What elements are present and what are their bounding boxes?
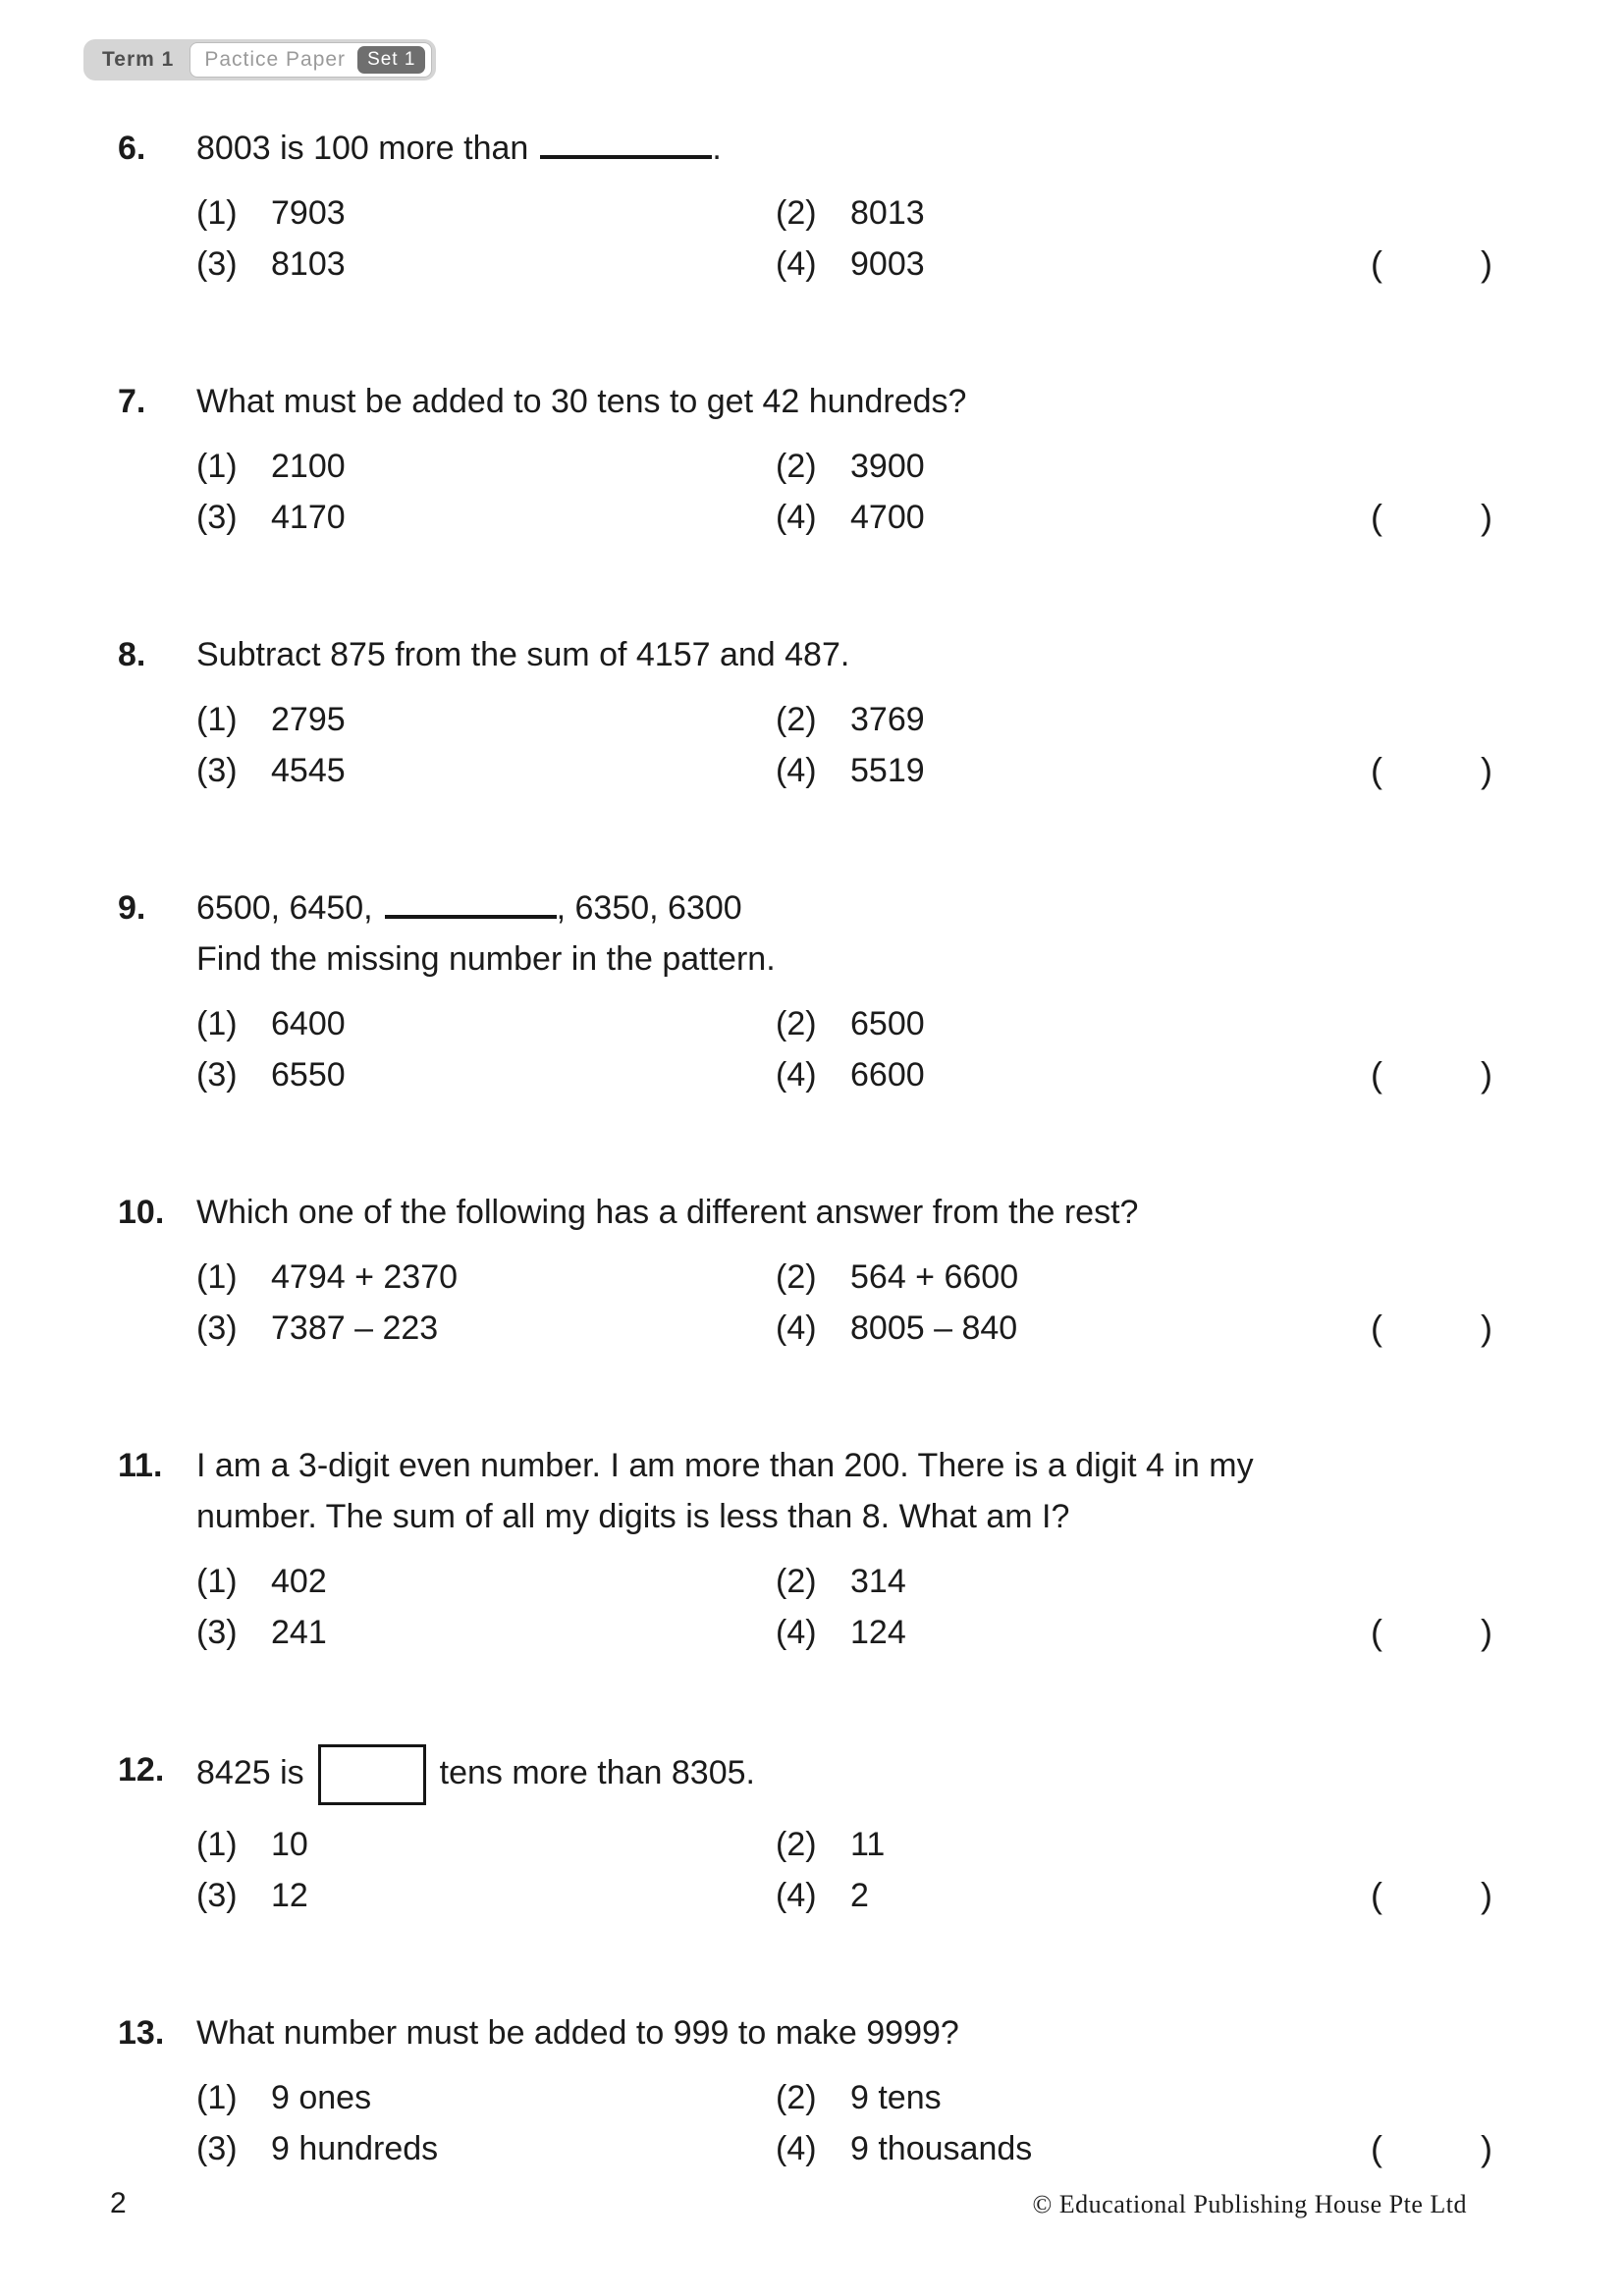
prompt-text: 8003 is 100 more than	[196, 130, 529, 167]
option-row	[196, 492, 1492, 543]
question-number: 6.	[118, 130, 146, 167]
paper-title: Pactice Paper	[204, 48, 347, 71]
option-value: 9 hundreds	[271, 2130, 439, 2167]
option-value: 4700	[850, 499, 925, 536]
prompt-text: number. The sum of all my digits is less than 8. What am I?	[196, 1498, 1070, 1535]
option-value: 7903	[271, 194, 346, 232]
prompt-line	[196, 934, 1492, 985]
option-4	[776, 2123, 1032, 2174]
option-label: (3)	[196, 499, 238, 536]
answer-bracket	[1371, 2123, 1492, 2174]
prompt-text: Find the missing number in the pattern.	[196, 940, 776, 978]
option-value: 9 ones	[271, 2079, 372, 2116]
option-value: 11	[850, 1826, 886, 1863]
prompt-text: .	[712, 130, 722, 167]
option-label: (2)	[776, 1258, 817, 1296]
answer-bracket-close: )	[1481, 750, 1492, 790]
option-value: 4170	[271, 499, 346, 536]
answer-bracket-gap	[1382, 1870, 1481, 1921]
option-label: (4)	[776, 499, 817, 536]
option-2	[776, 1556, 906, 1607]
term-label: Term 1	[102, 48, 175, 71]
option-row	[196, 745, 1492, 796]
option-value: 2795	[271, 701, 346, 738]
option-label: (4)	[776, 1056, 817, 1094]
answer-bracket-open: (	[1371, 1612, 1382, 1652]
option-grid	[196, 441, 1492, 543]
prompt-text: What number must be added to 999 to make 9999?	[196, 2014, 959, 2052]
answer-bracket-close: )	[1481, 1054, 1492, 1095]
option-value: 9 tens	[850, 2079, 942, 2116]
set-badge: Set 1	[357, 46, 425, 74]
option-label: (3)	[196, 752, 238, 789]
page-number: 2	[110, 2187, 127, 2219]
option-row	[196, 1556, 1492, 1607]
option-label: (3)	[196, 2130, 238, 2167]
option-label: (1)	[196, 448, 238, 485]
option-4	[776, 745, 925, 796]
question	[118, 1440, 1492, 1658]
question	[118, 1744, 1492, 1921]
option-4	[776, 1303, 1017, 1354]
option-2	[776, 1819, 885, 1870]
copyright-notice: © Educational Publishing House Pte Ltd	[1032, 2190, 1467, 2218]
answer-bracket-gap	[1382, 1049, 1481, 1100]
question-number: 9.	[118, 889, 146, 927]
answer-box	[318, 1744, 426, 1805]
answer-bracket-gap	[1382, 492, 1481, 543]
footer	[110, 2187, 1467, 2220]
question	[118, 2007, 1492, 2174]
answer-bracket-close: )	[1481, 2128, 1492, 2168]
option-3	[196, 239, 776, 290]
question-body	[196, 123, 1492, 290]
prompt-text: , 6350, 6300	[556, 889, 742, 927]
option-row	[196, 2072, 1492, 2123]
answer-bracket	[1371, 492, 1492, 543]
question-prompt	[196, 1744, 1492, 1805]
paper-panel	[189, 42, 432, 78]
option-label: (2)	[776, 1563, 817, 1600]
question-number: 7.	[118, 383, 146, 420]
option-row	[196, 239, 1492, 290]
option-4	[776, 492, 925, 543]
option-3	[196, 1607, 776, 1658]
prompt-text: Which one of the following has a different answer from the rest?	[196, 1194, 1139, 1231]
prompt-text: 8425 is	[196, 1753, 304, 1791]
prompt-text: Subtract 875 from the sum of 4157 and 487.	[196, 636, 850, 673]
option-1	[196, 1819, 776, 1870]
option-label: (4)	[776, 752, 817, 789]
option-label: (2)	[776, 2079, 817, 2116]
question-prompt	[196, 2007, 1492, 2058]
answer-bracket-gap	[1382, 1303, 1481, 1354]
option-label: (3)	[196, 1056, 238, 1094]
option-label: (4)	[776, 1309, 817, 1347]
option-value: 4794 + 2370	[271, 1258, 459, 1296]
option-value: 564 + 6600	[850, 1258, 1019, 1296]
question	[118, 882, 1492, 1100]
question-number: 11.	[118, 1447, 163, 1484]
option-label: (1)	[196, 701, 238, 738]
option-row	[196, 1607, 1492, 1658]
option-value: 314	[850, 1563, 906, 1600]
prompt-text: What must be added to 30 tens to get 42 hundreds?	[196, 383, 967, 420]
option-2	[776, 2072, 942, 2123]
question-number: 13.	[118, 2014, 165, 2052]
option-2	[776, 998, 925, 1049]
prompt-text: 6500, 6450,	[196, 889, 373, 927]
option-row	[196, 2123, 1492, 2174]
option-value: 402	[271, 1563, 327, 1600]
answer-bracket-close: )	[1481, 1875, 1492, 1915]
option-value: 9 thousands	[850, 2130, 1033, 2167]
option-1	[196, 2072, 776, 2123]
prompt-line	[196, 882, 1492, 934]
option-4	[776, 1870, 869, 1921]
question-body	[196, 1744, 1492, 1921]
option-label: (1)	[196, 1826, 238, 1863]
option-3	[196, 1303, 776, 1354]
answer-bracket	[1371, 239, 1492, 290]
question	[118, 123, 1492, 290]
option-row	[196, 441, 1492, 492]
answer-bracket	[1371, 1607, 1492, 1658]
prompt-line	[196, 1440, 1492, 1491]
option-value: 9003	[850, 245, 925, 283]
option-row	[196, 998, 1492, 1049]
question-body	[196, 2007, 1492, 2174]
option-label: (4)	[776, 1614, 817, 1651]
option-label: (2)	[776, 1826, 817, 1863]
option-grid	[196, 1556, 1492, 1658]
option-3	[196, 1049, 776, 1100]
option-1	[196, 187, 776, 239]
option-4	[776, 239, 925, 290]
option-1	[196, 998, 776, 1049]
option-4	[776, 1607, 906, 1658]
option-label: (1)	[196, 1005, 238, 1042]
answer-blank	[385, 907, 557, 919]
option-row	[196, 1303, 1492, 1354]
answer-bracket	[1371, 1870, 1492, 1921]
prompt-line	[196, 1187, 1492, 1238]
prompt-line	[196, 629, 1492, 680]
answer-bracket-close: )	[1481, 1612, 1492, 1652]
option-grid	[196, 2072, 1492, 2174]
answer-bracket-open: (	[1371, 1054, 1382, 1095]
question-body	[196, 882, 1492, 1100]
option-value: 241	[271, 1614, 327, 1651]
option-label: (3)	[196, 1877, 238, 1914]
answer-bracket-gap	[1382, 239, 1481, 290]
answer-bracket-gap	[1382, 1607, 1481, 1658]
option-row	[196, 187, 1492, 239]
option-value: 5519	[850, 752, 925, 789]
answer-bracket-open: (	[1371, 750, 1382, 790]
option-value: 7387 – 223	[271, 1309, 439, 1347]
option-label: (2)	[776, 1005, 817, 1042]
question-body	[196, 1187, 1492, 1354]
question	[118, 376, 1492, 543]
option-label: (3)	[196, 1614, 238, 1651]
answer-bracket	[1371, 745, 1492, 796]
option-grid	[196, 187, 1492, 290]
option-3	[196, 492, 776, 543]
option-label: (1)	[196, 1563, 238, 1600]
option-3	[196, 2123, 776, 2174]
option-row	[196, 1252, 1492, 1303]
option-value: 3769	[850, 701, 925, 738]
option-value: 3900	[850, 448, 925, 485]
option-label: (4)	[776, 245, 817, 283]
option-grid	[196, 694, 1492, 796]
option-label: (4)	[776, 1877, 817, 1914]
prompt-line	[196, 2007, 1492, 2058]
question-number: 10.	[118, 1194, 165, 1231]
answer-bracket-open: (	[1371, 497, 1382, 537]
prompt-text: I am a 3-digit even number. I am more than 200. There is a digit 4 in my	[196, 1447, 1254, 1484]
question-prompt	[196, 376, 1492, 427]
option-value: 8013	[850, 194, 925, 232]
option-value: 6400	[271, 1005, 346, 1042]
option-value: 2100	[271, 448, 346, 485]
prompt-line	[196, 1491, 1492, 1542]
answer-bracket-close: )	[1481, 497, 1492, 537]
option-value: 124	[850, 1614, 906, 1651]
option-label: (2)	[776, 448, 817, 485]
answer-bracket-close: )	[1481, 1308, 1492, 1348]
option-label: (3)	[196, 245, 238, 283]
option-row	[196, 694, 1492, 745]
option-1	[196, 441, 776, 492]
answer-bracket-open: (	[1371, 1308, 1382, 1348]
question	[118, 1187, 1492, 1354]
option-value: 6550	[271, 1056, 346, 1094]
option-3	[196, 745, 776, 796]
option-label: (2)	[776, 194, 817, 232]
option-4	[776, 1049, 925, 1100]
option-2	[776, 441, 925, 492]
answer-bracket	[1371, 1049, 1492, 1100]
option-row	[196, 1870, 1492, 1921]
option-value: 10	[271, 1826, 308, 1863]
answer-bracket-gap	[1382, 745, 1481, 796]
answer-bracket-close: )	[1481, 243, 1492, 284]
answer-bracket-open: (	[1371, 243, 1382, 284]
option-label: (4)	[776, 2130, 817, 2167]
option-label: (1)	[196, 2079, 238, 2116]
option-value: 4545	[271, 752, 346, 789]
option-grid	[196, 998, 1492, 1100]
question-list	[118, 123, 1492, 2261]
question-prompt	[196, 882, 1492, 985]
option-3	[196, 1870, 776, 1921]
option-value: 8005 – 840	[850, 1309, 1018, 1347]
option-1	[196, 694, 776, 745]
option-2	[776, 694, 925, 745]
question	[118, 629, 1492, 796]
option-2	[776, 1252, 1018, 1303]
answer-bracket-open: (	[1371, 1875, 1382, 1915]
prompt-text: tens more than 8305.	[439, 1753, 755, 1791]
question-prompt	[196, 1187, 1492, 1238]
answer-bracket-open: (	[1371, 2128, 1382, 2168]
option-value: 8103	[271, 245, 346, 283]
option-row	[196, 1049, 1492, 1100]
option-label: (1)	[196, 194, 238, 232]
option-1	[196, 1556, 776, 1607]
option-grid	[196, 1819, 1492, 1921]
option-label: (3)	[196, 1309, 238, 1347]
question-prompt	[196, 123, 1492, 174]
prompt-line	[196, 123, 1492, 174]
option-grid	[196, 1252, 1492, 1354]
question-prompt	[196, 1440, 1492, 1542]
prompt-line	[196, 1744, 1492, 1805]
answer-bracket-gap	[1382, 2123, 1481, 2174]
answer-bracket	[1371, 1303, 1492, 1354]
question-number: 12.	[118, 1751, 165, 1789]
prompt-line	[196, 376, 1492, 427]
answer-blank	[540, 147, 712, 159]
question-number: 8.	[118, 636, 146, 673]
question-body	[196, 376, 1492, 543]
option-1	[196, 1252, 776, 1303]
header-badge	[83, 39, 436, 80]
option-value: 6500	[850, 1005, 925, 1042]
option-row	[196, 1819, 1492, 1870]
option-2	[776, 187, 925, 239]
option-label: (1)	[196, 1258, 238, 1296]
option-value: 12	[271, 1877, 308, 1914]
question-body	[196, 1440, 1492, 1658]
option-label: (2)	[776, 701, 817, 738]
question-prompt	[196, 629, 1492, 680]
question-body	[196, 629, 1492, 796]
option-value: 2	[850, 1877, 869, 1914]
option-value: 6600	[850, 1056, 925, 1094]
